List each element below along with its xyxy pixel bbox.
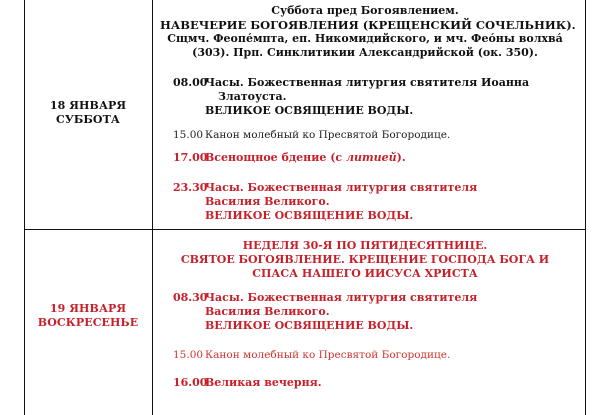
service-text: Часы. Божественная литургия святителя Иоанна bbox=[205, 76, 530, 89]
service-emphasis: ВЕЛИКОЕ ОСВЯЩЕНИЕ ВОДЫ. bbox=[205, 319, 414, 332]
table-column-divider bbox=[152, 0, 153, 415]
day-feast-title: НАВЕЧЕРИЕ БОГОЯВЛЕНИЯ (КРЕЩЕНСКИЙ СОЧЕЛЬНИК). bbox=[160, 18, 576, 32]
service-text: Канон молебный ко Пресвятой Богородице. bbox=[205, 349, 451, 361]
table-right-border bbox=[585, 0, 586, 415]
date-weekday: ВОСКРЕСЕНЬЕ bbox=[37, 316, 139, 329]
service-text: Часы. Божественная литургия святителя bbox=[205, 291, 478, 304]
day-saints-line: (303). Прп. Синклитикии Александрийской (ок. 350). bbox=[192, 46, 538, 59]
service-text: Василия Великого. bbox=[205, 305, 330, 318]
service-time: 08.30 bbox=[173, 291, 208, 304]
service-time: 23.30 bbox=[173, 181, 208, 194]
service-time: 15.00 bbox=[173, 129, 204, 141]
day-saints-line: Сщмч. Феопе́мпта, еп. Никомидийского, и мч. Фео́ны волхва́ bbox=[167, 32, 563, 45]
table-left-border bbox=[24, 0, 25, 415]
date-cell-19-jan bbox=[24, 302, 152, 330]
service-text: Златоуста. bbox=[218, 90, 287, 103]
service-text-part: ). bbox=[396, 151, 406, 164]
service-text: Часы. Божественная литургия святителя bbox=[205, 181, 478, 194]
row-divider bbox=[24, 229, 586, 230]
day-feast-title: СВЯТОЕ БОГОЯВЛЕНИЕ. КРЕЩЕНИЕ ГОСПОДА БОГА И bbox=[180, 253, 550, 266]
service-emphasis: ВЕЛИКОЕ ОСВЯЩЕНИЕ ВОДЫ. bbox=[205, 104, 414, 117]
service-text: Канон молебный ко Пресвятой Богородице. bbox=[205, 129, 451, 141]
service-time: 15.00 bbox=[173, 349, 204, 361]
day-header-line: Суббота пред Богоявлением. bbox=[271, 4, 459, 17]
service-text: Великая вечерня. bbox=[205, 376, 322, 389]
day-header-line: НЕДЕЛЯ 30-Я ПО ПЯТИДЕСЯТНИЦЕ. bbox=[242, 239, 488, 252]
service-text bbox=[205, 151, 406, 165]
service-emphasis: ВЕЛИКОЕ ОСВЯЩЕНИЕ ВОДЫ. bbox=[205, 209, 414, 222]
date-cell-18-jan bbox=[24, 99, 152, 127]
service-time: 08.00 bbox=[173, 76, 208, 89]
service-time: 17.00 bbox=[173, 151, 208, 164]
service-time: 16.00 bbox=[173, 376, 208, 389]
service-text: Василия Великого. bbox=[205, 195, 330, 208]
date-day: 18 ЯНВАРЯ bbox=[49, 99, 127, 112]
date-day: 19 ЯНВАРЯ bbox=[49, 302, 127, 315]
service-text-italic: литией bbox=[345, 151, 397, 164]
date-weekday: СУББОТА bbox=[56, 113, 120, 126]
service-text-part: Всенощное бдение (с bbox=[205, 151, 346, 164]
day-feast-title: СПАСА НАШЕГО ИИСУСА ХРИСТА bbox=[252, 267, 478, 280]
